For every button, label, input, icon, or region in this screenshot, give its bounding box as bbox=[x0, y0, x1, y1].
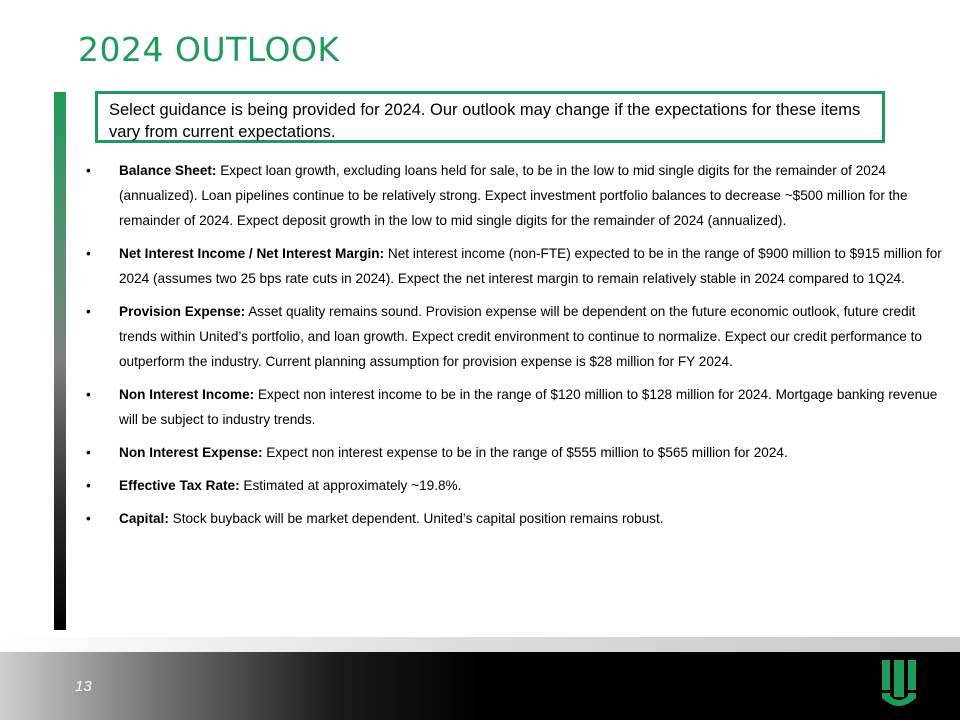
bullet-text: Estimated at approximately ~19.8%. bbox=[239, 478, 462, 493]
footer-bar bbox=[0, 652, 960, 720]
bullet-text: Expect non interest income to be in the range of $120 million to $128 million for 2024. Mortgage banking revenue will be subject to industry trends. bbox=[119, 387, 938, 427]
list-item-net-interest bbox=[86, 241, 942, 291]
page-number: 13 bbox=[75, 678, 92, 695]
bullet-text: Asset quality remains sound. Provision expense will be dependent on the future economic outlook, future credit trends within United’s portfolio, and loan growth. Expect credit environment to continue to normalize. Expect our credit performance to outperform the industry. Current planning assumption for provision expense is $28 million for FY 2024. bbox=[119, 304, 922, 369]
page-title: 2024 OUTLOOK bbox=[78, 30, 340, 69]
bullet-label: Balance Sheet: bbox=[119, 163, 217, 178]
bullet-dot: • bbox=[86, 511, 91, 526]
united-logo-icon bbox=[882, 660, 916, 712]
outlook-list bbox=[86, 158, 942, 539]
bullet-dot: • bbox=[86, 478, 91, 493]
bullet-label: Capital: bbox=[119, 511, 169, 526]
bullet-label: Provision Expense: bbox=[119, 304, 246, 319]
guidance-callout: Select guidance is being provided for 2024. Our outlook may change if the expectations for these items vary from current expectations. bbox=[95, 91, 885, 143]
list-item-capital bbox=[86, 506, 942, 531]
bullet-text: Stock buyback will be market dependent. United’s capital position remains robust. bbox=[168, 511, 664, 526]
bullet-dot: • bbox=[86, 304, 91, 319]
footer-divider bbox=[0, 637, 960, 652]
list-item-non-interest-expense bbox=[86, 440, 942, 465]
bullet-label: Net Interest Income / Net Interest Margin: bbox=[119, 246, 385, 261]
bullet-dot: • bbox=[86, 246, 91, 261]
bullet-text: Expect loan growth, excluding loans held for sale, to be in the low to mid single digits for the remainder of 2024 (annualized). Loan pipelines continue to be relatively strong. Expect investment portfolio balances to decrease ~$500 million for the remainder of 2024. Expect deposit growth in the low to mid single digits for the remainder of 2024 (annualized). bbox=[119, 163, 908, 228]
list-item-provision-expense bbox=[86, 299, 942, 374]
bullet-dot: • bbox=[86, 163, 91, 178]
list-item-balance-sheet bbox=[86, 158, 942, 233]
bullet-label: Non Interest Expense: bbox=[119, 445, 263, 460]
bullet-text: Expect non interest expense to be in the range of $555 million to $565 million for 2024. bbox=[262, 445, 788, 460]
accent-sidebar bbox=[54, 92, 66, 630]
bullet-text: Net interest income (non-FTE) expected to be in the range of $900 million to $915 million for 2024 (assumes two 25 bps rate cuts in 2024). Expect the net interest margin to remain relatively stable in 2024 compared to 1Q24. bbox=[119, 246, 942, 286]
bullet-label: Effective Tax Rate: bbox=[119, 478, 240, 493]
list-item-effective-tax-rate bbox=[86, 473, 942, 498]
bullet-label: Non Interest Income: bbox=[119, 387, 255, 402]
list-item-non-interest-income bbox=[86, 382, 942, 432]
bullet-dot: • bbox=[86, 387, 91, 402]
bullet-dot: • bbox=[86, 445, 91, 460]
